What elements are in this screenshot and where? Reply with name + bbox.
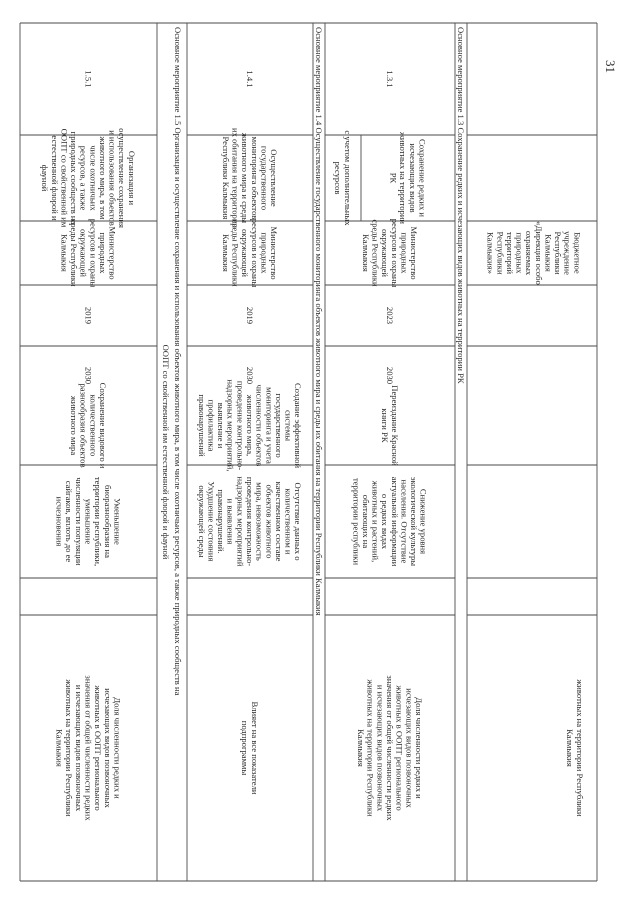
consequences-1-3-1-line: животных и растений, (370, 480, 381, 563)
responsible-1-4-1-line: окружающей (240, 228, 251, 278)
indicators-1-4-1-line: подпрограммы (240, 720, 251, 776)
indicators-1-5-1-line: животных в ООПТ регионального (93, 685, 104, 811)
indicators-1-3-1-line: Калмыкия (356, 729, 367, 767)
consequences-1-5-1-line: уменьшение (83, 498, 94, 545)
responsible-1-5-1-line: ресурсов и охраны (88, 218, 99, 288)
start-year-1-4-1: 2019 (245, 306, 255, 325)
responsible-1-4-1-line: Калмыкия (220, 234, 231, 272)
expected-result-1-4-1-line: мониторинга и учета (264, 387, 275, 464)
consequences-1-5-1-line: численности популяции (73, 477, 84, 566)
consequences-1-5-1-line: сайгаков, вплоть до ее (64, 480, 75, 563)
consequences-1-4-1-line: качественном составе (273, 481, 284, 562)
row-number-1-4-1: 1.4.1 (245, 70, 255, 88)
indicators-1-3-1-line: Доля численности редких и (413, 697, 424, 799)
consequences-1-3-1-line: территории республики (351, 477, 362, 566)
expected-result-1-4-1-line: выявление и (216, 402, 227, 449)
responsible-1-5-1-line: окружающей (78, 228, 89, 278)
expected-result-1-4-1-line: государственного (273, 393, 284, 458)
measure-name-1-4-1-line: государственного (259, 145, 270, 211)
measure-extra-resources-1-3-1-line: с учетом дополнительных (342, 130, 353, 226)
indicators-1-5-1-line: и исчезающих видов позвоночных (73, 684, 84, 812)
measure-name-1-4-1-line: животного мира и среды (240, 132, 251, 224)
consequences-1-4-1-line: мира, невозможность (254, 482, 265, 561)
measure-name-1-5-1-line: естественной флорой и (49, 135, 60, 221)
expected-result-1-4-1-line: надзорных мероприятий, (225, 379, 236, 472)
consequences-1-4-1-line: объектов животного (264, 484, 275, 559)
consequences-1-5-1-line: Уменьшение (112, 498, 123, 545)
indicators-1-3-1-line: и исчезающих видов позвоночных (375, 684, 386, 812)
responsible-1-4-1-line: ресурсов и охраны (249, 218, 260, 288)
expected-result-1-3-1-line: книги РК (380, 408, 391, 443)
responsible-continuation-line: охраняемых (524, 230, 535, 276)
expected-result-1-4-1-line: Создание эффективной (293, 382, 304, 469)
responsible-1-4-1-line: среды Республики (230, 219, 241, 287)
indicators-1-5-1-line: животных на территории Республики (64, 679, 75, 817)
measure-extra-resources-1-3-1-line: ресурсов (333, 161, 344, 195)
measure-name-1-3-1-line: РК (388, 172, 399, 184)
measure-name-1-4-1-line: их обитания на территории (230, 127, 241, 229)
measure-name-1-4-1-line: Осуществление (269, 149, 280, 207)
page-number: 31 (603, 60, 618, 73)
responsible-continuation-line: учреждение (562, 231, 573, 275)
indicators-1-3-1-line: исчезающих видов позвоночных (404, 688, 415, 808)
expected-result-1-5-1-line: разнообразия объектов (78, 383, 89, 468)
indicators-1-3-1-line: животных на территории Республики (365, 679, 376, 817)
indicators-1-3-1-line: значения от общей численности редких (384, 675, 395, 821)
expected-result-1-5-1-line: количественного (88, 394, 99, 457)
consequences-1-3-1-line: населения. Отсутствие (399, 479, 410, 564)
measure-name-1-5-1-line: природных сообществ на (69, 131, 80, 225)
consequences-1-3-1-line: обитающих на (360, 494, 371, 549)
section-title-1-3: Основное мероприятие 1.3 Сохранение редких и исчезающих видов животных на территории РК (456, 27, 466, 384)
measure-name-1-3-1-line: исчезающих видов (407, 143, 418, 213)
consequences-1-4-1-line: окружающей среды (196, 485, 207, 558)
indicators-1-5-1-line: значения от общей численности редких (83, 675, 94, 821)
consequences-1-4-1-line: Отсутствие данных о (293, 482, 304, 561)
consequences-1-4-1-line: количественном и (283, 488, 294, 555)
expected-result-1-4-1-line: правонарушений (196, 394, 207, 457)
start-year-1-5-1: 2019 (83, 306, 94, 325)
expected-result-1-4-1-line: животного мира, (244, 394, 255, 457)
consequences-1-3-1-line: Снижение уровня (418, 488, 429, 555)
responsible-continuation-line: Бюджетное (572, 232, 583, 274)
measure-name-1-3-1-line: Сохранение редких и (417, 139, 428, 217)
indicators-1-3-1-line: животных в ООПТ регионального (394, 685, 405, 811)
consequences-1-4-1 (197, 477, 303, 567)
consequences-1-5-1-line: исчезновения (54, 496, 65, 547)
responsible-1-3-1-line: ресурсов и охраны (389, 218, 400, 288)
consequences-1-4-1-line: правонарушений. (216, 489, 227, 554)
section-title-1-4: Основное мероприятие 1.4 Осуществление государственного мониторинга объектов животного мира и среды их обитания на территории Республики Калмыкия (314, 27, 324, 616)
measure-name-1-3-1-line: животных на территории (398, 131, 409, 225)
consequences-1-3-1-line: экологической культуры (409, 476, 420, 567)
responsible-1-3-1-line: окружающей (380, 228, 391, 278)
end-year-1-5-1: 2030 (83, 366, 94, 385)
responsible-1-5-1-line: Министерство (107, 226, 118, 280)
measure-name-1-5-1-line: Организация и (126, 150, 137, 206)
measure-name-1-4-1-line: Республики Калмыкия (220, 136, 231, 220)
expected-result-1-5-1-line: Сохранение видового и (97, 382, 108, 469)
responsible-continuation-line: Калмыкия (543, 234, 554, 272)
expected-result-1-4-1-line: профилактика (206, 399, 217, 452)
measure-name-1-5-1-line: животного мира, в том (97, 136, 108, 220)
indicators-1-5-1-line: исчезающих видов позвоночных (102, 688, 113, 808)
responsible-continuation-line: «Дирекция особо (533, 221, 544, 285)
consequences-1-3-1-line: актуальной информации (389, 476, 400, 567)
responsible-continuation-line: Республики (553, 231, 564, 275)
section-title-1-5-cont: ООПТ со свойственной им естественной флорой и фауной (161, 344, 171, 560)
measure-name-1-5-1-line: ресурсов, а также (78, 145, 89, 211)
indicators-1-5-1-line: Доля численности редких и (112, 697, 123, 799)
effect-continuation-line: животных на территории Республики (574, 679, 585, 817)
consequences-1-4-1-line: Ухудшение состояния (206, 481, 217, 562)
consequences-1-4-1-line: и выявления (225, 498, 236, 545)
end-year-1-4-1: 2030 (245, 366, 255, 385)
expected-result-1-3-1-line: Переиздание Красной (389, 385, 400, 466)
responsible-1-5-1-line: природных (97, 232, 108, 274)
consequences-1-3-1-line: о редких видах (380, 493, 391, 550)
measure-name-1-5-1-line: фауной (40, 164, 51, 192)
indicators-1-4-1-line: Влияет на все показатели (249, 701, 260, 795)
responsible-1-5-1-line: Калмыкия (59, 234, 70, 272)
responsible-continuation-line: природных (514, 232, 525, 274)
measure-name-1-5-1-line: и использования объектов (107, 130, 118, 226)
measure-name-1-4-1-line: мониторинга объектов (249, 136, 260, 220)
expected-result-1-4-1-line: проведение контрольно- (235, 380, 246, 471)
effect-continuation-line: Калмыкия (565, 729, 576, 767)
responsible-1-3-1-line: природных (399, 232, 410, 274)
responsible-continuation-line: Республики (495, 231, 506, 275)
start-year-1-3-1: 2023 (385, 306, 395, 325)
row-number-1-5-1: 1.5.1 (83, 70, 94, 88)
responsible-1-3-1-line: Калмыкия (360, 234, 371, 272)
responsible-1-3-1-line: Министерство (409, 226, 420, 280)
indicators-1-5-1 (55, 675, 123, 821)
consequences-1-5-1-line: территории республики, (93, 476, 104, 567)
responsible-1-3-1-line: среды Республики (370, 219, 381, 287)
section-title-1-5: Основное мероприятие 1.5 Организация и осуществление сохранения и использования объектов животного мира, в том числе охотничьих ресурсов, а также природных сообществ на (173, 27, 183, 696)
measure-name-1-5-1-line: числе охотничьих (88, 145, 99, 211)
expected-result-1-4-1-line: численности объектов (254, 384, 265, 467)
expected-result-1-4-1-line: системы (283, 409, 294, 442)
consequences-1-5-1-line: биоразнообразия на (102, 485, 113, 558)
responsible-1-5-1-line: среды Республики (69, 219, 80, 287)
row-number-1-3-1: 1.3.1 (385, 70, 395, 88)
consequences-1-4-1-line: проведения контрольно- (244, 476, 255, 567)
responsible-1-4-1-line: Министерство (269, 226, 280, 280)
indicators-1-5-1-line: Калмыкия (54, 729, 65, 767)
measure-name-1-5-1-line: ООПТ со свойственной им (59, 128, 70, 228)
consequences-1-4-1-line: надзорных мероприятий (235, 476, 246, 567)
measure-name-1-5-1-line: осуществление сохранения (117, 128, 128, 228)
responsible-continuation-line: Калмыкия» (485, 231, 496, 275)
responsible-1-4-1-line: природных (259, 232, 270, 274)
expected-result-1-5-1-line: животного мира (69, 395, 80, 456)
end-year-1-3-1: 2030 (385, 366, 395, 385)
indicators-1-3-1 (356, 675, 424, 821)
responsible-continuation-line: территорий (504, 231, 515, 275)
